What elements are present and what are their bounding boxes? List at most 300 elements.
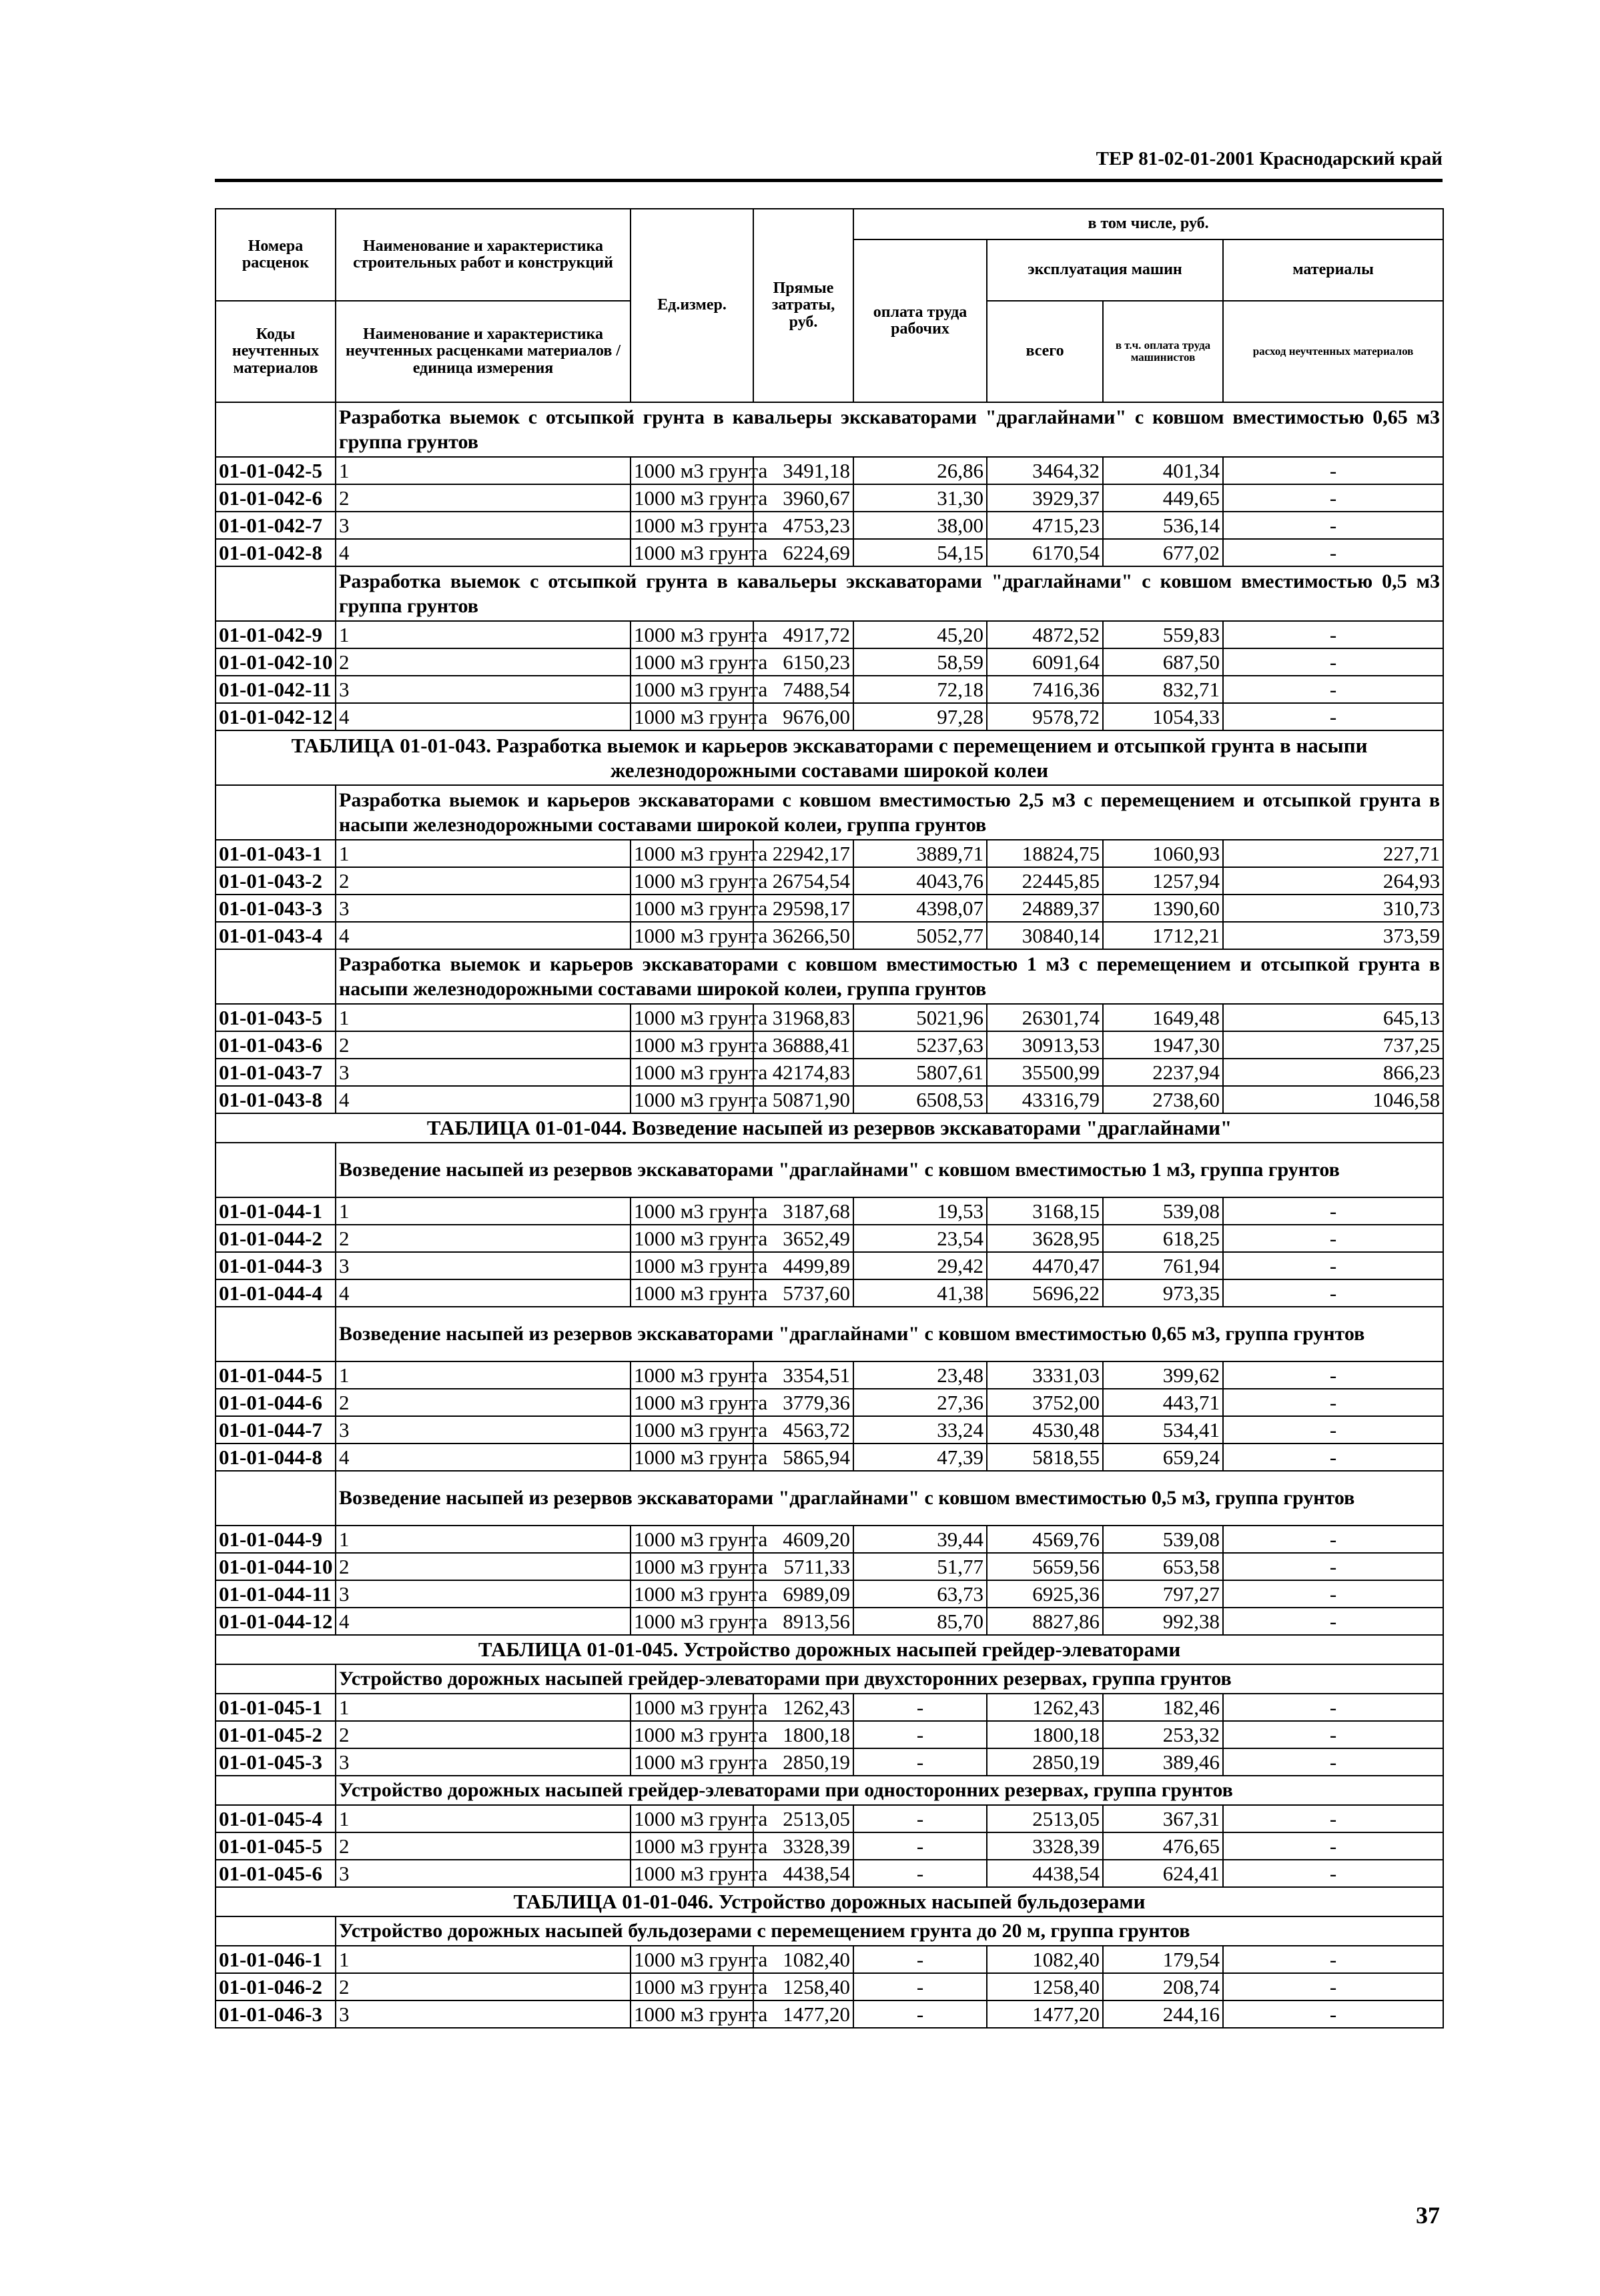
- materials-cell: -: [1223, 1197, 1443, 1225]
- materials-cell: -: [1223, 1721, 1443, 1748]
- table-row: [216, 1086, 1443, 1113]
- table-row: [216, 621, 1443, 648]
- rate-code-cell: 01-01-043-4: [216, 922, 336, 949]
- labor-pay-cell: 33,24: [853, 1416, 987, 1444]
- section-blank-cell: [216, 1664, 336, 1694]
- direct-costs-cell: 42174,83: [753, 1059, 853, 1086]
- unit-cell: 1000 м3 грунта: [631, 1279, 753, 1307]
- rate-code-cell: 01-01-042-9: [216, 621, 336, 648]
- unit-cell: 1000 м3 грунта: [631, 648, 753, 676]
- materials-cell: 227,71: [1223, 840, 1443, 867]
- rate-code-cell: 01-01-042-8: [216, 539, 336, 566]
- direct-costs-cell: 3779,36: [753, 1389, 853, 1416]
- ground-group-cell: 4: [336, 922, 631, 949]
- materials-cell: -: [1223, 1580, 1443, 1608]
- direct-costs-cell: 2513,05: [753, 1805, 853, 1832]
- machine-total-cell: 3168,15: [987, 1197, 1103, 1225]
- ground-group-cell: 2: [336, 1832, 631, 1860]
- labor-pay-cell: 26,86: [853, 457, 987, 484]
- ground-group-cell: 2: [336, 484, 631, 512]
- direct-costs-cell: 1258,40: [753, 1973, 853, 2000]
- direct-costs-cell: 3187,68: [753, 1197, 853, 1225]
- ground-group-cell: 3: [336, 1252, 631, 1279]
- section-row: [216, 949, 1443, 1004]
- machine-total-cell: 4872,52: [987, 621, 1103, 648]
- ground-group-cell: 1: [336, 457, 631, 484]
- section-row: [216, 1916, 1443, 1946]
- table-row: [216, 1416, 1443, 1444]
- operators-pay-cell: 534,41: [1103, 1416, 1223, 1444]
- ground-group-cell: 3: [336, 1580, 631, 1608]
- direct-costs-cell: 3491,18: [753, 457, 853, 484]
- unit-cell: 1000 м3 грунта: [631, 1225, 753, 1252]
- machine-total-cell: 5696,22: [987, 1279, 1103, 1307]
- ground-group-cell: 1: [336, 840, 631, 867]
- direct-costs-cell: 4563,72: [753, 1416, 853, 1444]
- col-codes: Коды неучтенных материалов: [216, 301, 336, 402]
- operators-pay-cell: 443,71: [1103, 1389, 1223, 1416]
- header-rule: [215, 179, 1443, 182]
- unit-cell: 1000 м3 грунта: [631, 1004, 753, 1031]
- rate-code-cell: 01-01-044-9: [216, 1526, 336, 1553]
- operators-pay-cell: 476,65: [1103, 1832, 1223, 1860]
- direct-costs-cell: 1082,40: [753, 1946, 853, 1973]
- operators-pay-cell: 687,50: [1103, 648, 1223, 676]
- direct-costs-cell: 5737,60: [753, 1279, 853, 1307]
- table-row: [216, 1279, 1443, 1307]
- materials-cell: -: [1223, 1444, 1443, 1471]
- rate-code-cell: 01-01-046-3: [216, 2000, 336, 2028]
- col-incl: в том числе, руб.: [853, 209, 1443, 239]
- table-title: ТАБЛИЦА 01-01-045. Устройство дорожных насыпей грейдер-элеваторами: [216, 1635, 1443, 1664]
- table-row: [216, 1526, 1443, 1553]
- labor-pay-cell: -: [853, 1721, 987, 1748]
- materials-cell: 373,59: [1223, 922, 1443, 949]
- machine-total-cell: 3752,00: [987, 1389, 1103, 1416]
- section-title: Возведение насыпей из резервов экскаваторами "драглайнами" с ковшом вместимостью 1 м3, группа грунтов: [336, 1143, 1443, 1197]
- direct-costs-cell: 1477,20: [753, 2000, 853, 2028]
- machine-total-cell: 3464,32: [987, 457, 1103, 484]
- operators-pay-cell: 401,34: [1103, 457, 1223, 484]
- materials-cell: -: [1223, 703, 1443, 730]
- labor-pay-cell: -: [853, 1832, 987, 1860]
- direct-costs-cell: 6224,69: [753, 539, 853, 566]
- unit-cell: 1000 м3 грунта: [631, 676, 753, 703]
- labor-pay-cell: 5052,77: [853, 922, 987, 949]
- machine-total-cell: 35500,99: [987, 1059, 1103, 1086]
- unit-cell: 1000 м3 грунта: [631, 1031, 753, 1059]
- col-total: всего: [987, 301, 1103, 402]
- materials-cell: 866,23: [1223, 1059, 1443, 1086]
- unit-cell: 1000 м3 грунта: [631, 1197, 753, 1225]
- machine-total-cell: 18824,75: [987, 840, 1103, 867]
- unit-cell: 1000 м3 грунта: [631, 1721, 753, 1748]
- unit-cell: 1000 м3 грунта: [631, 2000, 753, 2028]
- materials-cell: 1046,58: [1223, 1086, 1443, 1113]
- col-unit: Ед.измер.: [631, 209, 753, 402]
- materials-cell: -: [1223, 1279, 1443, 1307]
- section-blank-cell: [216, 785, 336, 840]
- direct-costs-cell: 4438,54: [753, 1860, 853, 1887]
- operators-pay-cell: 559,83: [1103, 621, 1223, 648]
- operators-pay-cell: 2237,94: [1103, 1059, 1223, 1086]
- table-row: [216, 1721, 1443, 1748]
- direct-costs-cell: 3652,49: [753, 1225, 853, 1252]
- section-title: Возведение насыпей из резервов экскаваторами "драглайнами" с ковшом вместимостью 0,65 м3, группа грунтов: [336, 1307, 1443, 1361]
- ground-group-cell: 4: [336, 703, 631, 730]
- materials-cell: -: [1223, 1225, 1443, 1252]
- section-blank-cell: [216, 949, 336, 1004]
- materials-cell: -: [1223, 484, 1443, 512]
- table-row: [216, 1197, 1443, 1225]
- materials-cell: -: [1223, 1694, 1443, 1721]
- materials-cell: 737,25: [1223, 1031, 1443, 1059]
- operators-pay-cell: 1649,48: [1103, 1004, 1223, 1031]
- direct-costs-cell: 4753,23: [753, 512, 853, 539]
- direct-costs-cell: 6150,23: [753, 648, 853, 676]
- rate-code-cell: 01-01-045-5: [216, 1832, 336, 1860]
- materials-cell: -: [1223, 621, 1443, 648]
- rate-code-cell: 01-01-043-5: [216, 1004, 336, 1031]
- ground-group-cell: 2: [336, 648, 631, 676]
- machine-total-cell: 7416,36: [987, 676, 1103, 703]
- section-blank-cell: [216, 1471, 336, 1526]
- unit-cell: 1000 м3 грунта: [631, 895, 753, 922]
- materials-cell: -: [1223, 676, 1443, 703]
- unit-cell: 1000 м3 грунта: [631, 1389, 753, 1416]
- rate-code-cell: 01-01-042-12: [216, 703, 336, 730]
- document-header: ТЕР 81-02-01-2001 Краснодарский край: [1096, 148, 1443, 169]
- section-blank-cell: [216, 1143, 336, 1197]
- labor-pay-cell: -: [853, 2000, 987, 2028]
- unit-cell: 1000 м3 грунта: [631, 512, 753, 539]
- operators-pay-cell: 797,27: [1103, 1580, 1223, 1608]
- ground-group-cell: 3: [336, 1059, 631, 1086]
- materials-cell: -: [1223, 1361, 1443, 1389]
- materials-cell: 310,73: [1223, 895, 1443, 922]
- ground-group-cell: 2: [336, 1225, 631, 1252]
- unit-cell: 1000 м3 грунта: [631, 1526, 753, 1553]
- unit-cell: 1000 м3 грунта: [631, 1416, 753, 1444]
- operators-pay-cell: 367,31: [1103, 1805, 1223, 1832]
- labor-pay-cell: 97,28: [853, 703, 987, 730]
- rate-code-cell: 01-01-044-12: [216, 1608, 336, 1635]
- rate-code-cell: 01-01-042-5: [216, 457, 336, 484]
- operators-pay-cell: 832,71: [1103, 676, 1223, 703]
- rate-code-cell: 01-01-044-6: [216, 1389, 336, 1416]
- operators-pay-cell: 179,54: [1103, 1946, 1223, 1973]
- ground-group-cell: 2: [336, 1973, 631, 2000]
- col-name-bottom: Наименование и характеристика неучтенных расценками материалов / единица измерения: [336, 301, 631, 402]
- labor-pay-cell: -: [853, 1973, 987, 2000]
- labor-pay-cell: 4043,76: [853, 867, 987, 895]
- labor-pay-cell: -: [853, 1860, 987, 1887]
- direct-costs-cell: 1800,18: [753, 1721, 853, 1748]
- operators-pay-cell: 1947,30: [1103, 1031, 1223, 1059]
- section-blank-cell: [216, 566, 336, 621]
- rate-code-cell: 01-01-043-3: [216, 895, 336, 922]
- table-row: [216, 1832, 1443, 1860]
- operators-pay-cell: 399,62: [1103, 1361, 1223, 1389]
- unit-cell: 1000 м3 грунта: [631, 1608, 753, 1635]
- table-row: [216, 1694, 1443, 1721]
- machine-total-cell: 30840,14: [987, 922, 1103, 949]
- materials-cell: -: [1223, 1946, 1443, 1973]
- machine-total-cell: 3628,95: [987, 1225, 1103, 1252]
- materials-cell: -: [1223, 1973, 1443, 2000]
- section-row: [216, 1776, 1443, 1805]
- machine-total-cell: 3328,39: [987, 1832, 1103, 1860]
- section-row: [216, 785, 1443, 840]
- materials-cell: -: [1223, 1416, 1443, 1444]
- labor-pay-cell: 54,15: [853, 539, 987, 566]
- section-row: [216, 1307, 1443, 1361]
- machine-total-cell: 5818,55: [987, 1444, 1103, 1471]
- labor-pay-cell: 58,59: [853, 648, 987, 676]
- page-number: 37: [1416, 2202, 1440, 2229]
- machine-total-cell: 4530,48: [987, 1416, 1103, 1444]
- col-machine-op: эксплуатация машин: [987, 239, 1223, 301]
- direct-costs-cell: 8913,56: [753, 1608, 853, 1635]
- materials-cell: -: [1223, 1389, 1443, 1416]
- rate-code-cell: 01-01-043-2: [216, 867, 336, 895]
- unit-cell: 1000 м3 грунта: [631, 1694, 753, 1721]
- rate-code-cell: 01-01-042-7: [216, 512, 336, 539]
- table-row: [216, 1031, 1443, 1059]
- machine-total-cell: 4569,76: [987, 1526, 1103, 1553]
- unit-cell: 1000 м3 грунта: [631, 1860, 753, 1887]
- machine-total-cell: 8827,86: [987, 1608, 1103, 1635]
- section-blank-cell: [216, 1916, 336, 1946]
- table-row: [216, 1361, 1443, 1389]
- operators-pay-cell: 761,94: [1103, 1252, 1223, 1279]
- table-row: [216, 457, 1443, 484]
- ground-group-cell: 1: [336, 1694, 631, 1721]
- table-title: ТАБЛИЦА 01-01-043. Разработка выемок и карьеров экскаваторами с перемещением и отсыпкой грунта в насыпи железнодорожными составами широкой колеи: [216, 730, 1443, 785]
- section-title: Устройство дорожных насыпей грейдер-элеваторами при двухсторонних резервах, группа грунтов: [336, 1664, 1443, 1694]
- labor-pay-cell: 23,48: [853, 1361, 987, 1389]
- rate-code-cell: 01-01-046-1: [216, 1946, 336, 1973]
- unit-cell: 1000 м3 грунта: [631, 1361, 753, 1389]
- direct-costs-cell: 1262,43: [753, 1694, 853, 1721]
- ground-group-cell: 2: [336, 1553, 631, 1580]
- machine-total-cell: 2513,05: [987, 1805, 1103, 1832]
- direct-costs-cell: 3328,39: [753, 1832, 853, 1860]
- machine-total-cell: 1800,18: [987, 1721, 1103, 1748]
- ground-group-cell: 3: [336, 1748, 631, 1776]
- rate-code-cell: 01-01-042-10: [216, 648, 336, 676]
- ground-group-cell: 4: [336, 1086, 631, 1113]
- rate-code-cell: 01-01-044-8: [216, 1444, 336, 1471]
- operators-pay-cell: 182,46: [1103, 1694, 1223, 1721]
- ground-group-cell: 3: [336, 1416, 631, 1444]
- machine-total-cell: 4715,23: [987, 512, 1103, 539]
- direct-costs-cell: 29598,17: [753, 895, 853, 922]
- table-row: [216, 484, 1443, 512]
- unit-cell: 1000 м3 грунта: [631, 457, 753, 484]
- labor-pay-cell: 85,70: [853, 1608, 987, 1635]
- ground-group-cell: 4: [336, 1279, 631, 1307]
- rate-code-cell: 01-01-045-3: [216, 1748, 336, 1776]
- materials-cell: -: [1223, 539, 1443, 566]
- ground-group-cell: 1: [336, 1361, 631, 1389]
- unit-cell: 1000 м3 грунта: [631, 1946, 753, 1973]
- labor-pay-cell: 29,42: [853, 1252, 987, 1279]
- table-row: [216, 1553, 1443, 1580]
- table-row: [216, 1580, 1443, 1608]
- col-materials: материалы: [1223, 239, 1443, 301]
- ground-group-cell: 3: [336, 2000, 631, 2028]
- materials-cell: -: [1223, 1832, 1443, 1860]
- table-row: [216, 867, 1443, 895]
- unit-cell: 1000 м3 грунта: [631, 1805, 753, 1832]
- direct-costs-cell: 4499,89: [753, 1252, 853, 1279]
- ground-group-cell: 4: [336, 539, 631, 566]
- rate-code-cell: 01-01-045-6: [216, 1860, 336, 1887]
- direct-costs-cell: 50871,90: [753, 1086, 853, 1113]
- materials-cell: -: [1223, 457, 1443, 484]
- operators-pay-cell: 539,08: [1103, 1526, 1223, 1553]
- rate-code-cell: 01-01-043-8: [216, 1086, 336, 1113]
- direct-costs-cell: 5711,33: [753, 1553, 853, 1580]
- rate-code-cell: 01-01-044-1: [216, 1197, 336, 1225]
- rates-table: [215, 208, 1444, 2029]
- direct-costs-cell: 3960,67: [753, 484, 853, 512]
- unit-cell: 1000 м3 грунта: [631, 1553, 753, 1580]
- table-row: [216, 1805, 1443, 1832]
- machine-total-cell: 1082,40: [987, 1946, 1103, 1973]
- machine-total-cell: 30913,53: [987, 1031, 1103, 1059]
- labor-pay-cell: 3889,71: [853, 840, 987, 867]
- labor-pay-cell: -: [853, 1694, 987, 1721]
- ground-group-cell: 3: [336, 676, 631, 703]
- unit-cell: 1000 м3 грунта: [631, 1086, 753, 1113]
- table-row: [216, 2000, 1443, 2028]
- machine-total-cell: 6925,36: [987, 1580, 1103, 1608]
- table-title-row: [216, 1887, 1443, 1916]
- direct-costs-cell: 6989,09: [753, 1580, 853, 1608]
- labor-pay-cell: -: [853, 1748, 987, 1776]
- ground-group-cell: 2: [336, 867, 631, 895]
- table-title: ТАБЛИЦА 01-01-044. Возведение насыпей из резервов экскаваторами "драглайнами": [216, 1113, 1443, 1143]
- operators-pay-cell: 1060,93: [1103, 840, 1223, 867]
- ground-group-cell: 2: [336, 1389, 631, 1416]
- machine-total-cell: 4470,47: [987, 1252, 1103, 1279]
- ground-group-cell: 1: [336, 621, 631, 648]
- col-rate-numbers: Номера расценок: [216, 209, 336, 301]
- operators-pay-cell: 536,14: [1103, 512, 1223, 539]
- direct-costs-cell: 2850,19: [753, 1748, 853, 1776]
- ground-group-cell: 1: [336, 1946, 631, 1973]
- col-name-top: Наименование и характеристика строительных работ и конструкций: [336, 209, 631, 301]
- unit-cell: 1000 м3 грунта: [631, 1059, 753, 1086]
- ground-group-cell: 1: [336, 1805, 631, 1832]
- col-direct-costs: Прямые затраты, руб.: [753, 209, 853, 402]
- unit-cell: 1000 м3 грунта: [631, 1580, 753, 1608]
- operators-pay-cell: 539,08: [1103, 1197, 1223, 1225]
- rate-code-cell: 01-01-043-6: [216, 1031, 336, 1059]
- labor-pay-cell: 51,77: [853, 1553, 987, 1580]
- rate-code-cell: 01-01-044-7: [216, 1416, 336, 1444]
- direct-costs-cell: 7488,54: [753, 676, 853, 703]
- direct-costs-cell: 3354,51: [753, 1361, 853, 1389]
- machine-total-cell: 1262,43: [987, 1694, 1103, 1721]
- rate-code-cell: 01-01-043-1: [216, 840, 336, 867]
- operators-pay-cell: 992,38: [1103, 1608, 1223, 1635]
- direct-costs-cell: 36888,41: [753, 1031, 853, 1059]
- rate-code-cell: 01-01-046-2: [216, 1973, 336, 2000]
- machine-total-cell: 4438,54: [987, 1860, 1103, 1887]
- col-labor-pay: оплата труда рабочих: [853, 239, 987, 402]
- rate-code-cell: 01-01-045-2: [216, 1721, 336, 1748]
- rate-code-cell: 01-01-044-10: [216, 1553, 336, 1580]
- section-title: Устройство дорожных насыпей бульдозерами с перемещением грунта до 20 м, группа грунтов: [336, 1916, 1443, 1946]
- machine-total-cell: 9578,72: [987, 703, 1103, 730]
- materials-cell: 645,13: [1223, 1004, 1443, 1031]
- table-title-row: [216, 730, 1443, 785]
- labor-pay-cell: -: [853, 1946, 987, 1973]
- rate-code-cell: 01-01-045-4: [216, 1805, 336, 1832]
- ground-group-cell: 3: [336, 895, 631, 922]
- table-row: [216, 1860, 1443, 1887]
- labor-pay-cell: 19,53: [853, 1197, 987, 1225]
- labor-pay-cell: 5237,63: [853, 1031, 987, 1059]
- ground-group-cell: 3: [336, 1860, 631, 1887]
- rate-code-cell: 01-01-043-7: [216, 1059, 336, 1086]
- labor-pay-cell: 31,30: [853, 484, 987, 512]
- operators-pay-cell: 624,41: [1103, 1860, 1223, 1887]
- col-incl-operators: в т.ч. оплата труда машинистов: [1103, 301, 1223, 402]
- rate-code-cell: 01-01-044-2: [216, 1225, 336, 1252]
- table-row: [216, 895, 1443, 922]
- machine-total-cell: 2850,19: [987, 1748, 1103, 1776]
- unit-cell: 1000 м3 грунта: [631, 840, 753, 867]
- table-row: [216, 1973, 1443, 2000]
- labor-pay-cell: 38,00: [853, 512, 987, 539]
- operators-pay-cell: 449,65: [1103, 484, 1223, 512]
- table-title: ТАБЛИЦА 01-01-046. Устройство дорожных насыпей бульдозерами: [216, 1887, 1443, 1916]
- operators-pay-cell: 2738,60: [1103, 1086, 1223, 1113]
- operators-pay-cell: 659,24: [1103, 1444, 1223, 1471]
- machine-total-cell: 5659,56: [987, 1553, 1103, 1580]
- machine-total-cell: 43316,79: [987, 1086, 1103, 1113]
- unit-cell: 1000 м3 грунта: [631, 539, 753, 566]
- labor-pay-cell: 6508,53: [853, 1086, 987, 1113]
- ground-group-cell: 2: [336, 1031, 631, 1059]
- machine-total-cell: 1477,20: [987, 2000, 1103, 2028]
- operators-pay-cell: 253,32: [1103, 1721, 1223, 1748]
- unit-cell: 1000 м3 грунта: [631, 484, 753, 512]
- table-row: [216, 840, 1443, 867]
- labor-pay-cell: 41,38: [853, 1279, 987, 1307]
- operators-pay-cell: 1712,21: [1103, 922, 1223, 949]
- ground-group-cell: 3: [336, 512, 631, 539]
- unit-cell: 1000 м3 грунта: [631, 1832, 753, 1860]
- direct-costs-cell: 22942,17: [753, 840, 853, 867]
- section-blank-cell: [216, 1307, 336, 1361]
- table-row: [216, 1748, 1443, 1776]
- section-title: Возведение насыпей из резервов экскаваторами "драглайнами" с ковшом вместимостью 0,5 м3, группа грунтов: [336, 1471, 1443, 1526]
- direct-costs-cell: 5865,94: [753, 1444, 853, 1471]
- labor-pay-cell: 27,36: [853, 1389, 987, 1416]
- table-row: [216, 922, 1443, 949]
- rate-code-cell: 01-01-042-6: [216, 484, 336, 512]
- unit-cell: 1000 м3 грунта: [631, 1973, 753, 2000]
- ground-group-cell: 2: [336, 1721, 631, 1748]
- section-title: Устройство дорожных насыпей грейдер-элеваторами при односторонних резервах, группа грунтов: [336, 1776, 1443, 1805]
- rate-code-cell: 01-01-044-5: [216, 1361, 336, 1389]
- section-blank-cell: [216, 402, 336, 457]
